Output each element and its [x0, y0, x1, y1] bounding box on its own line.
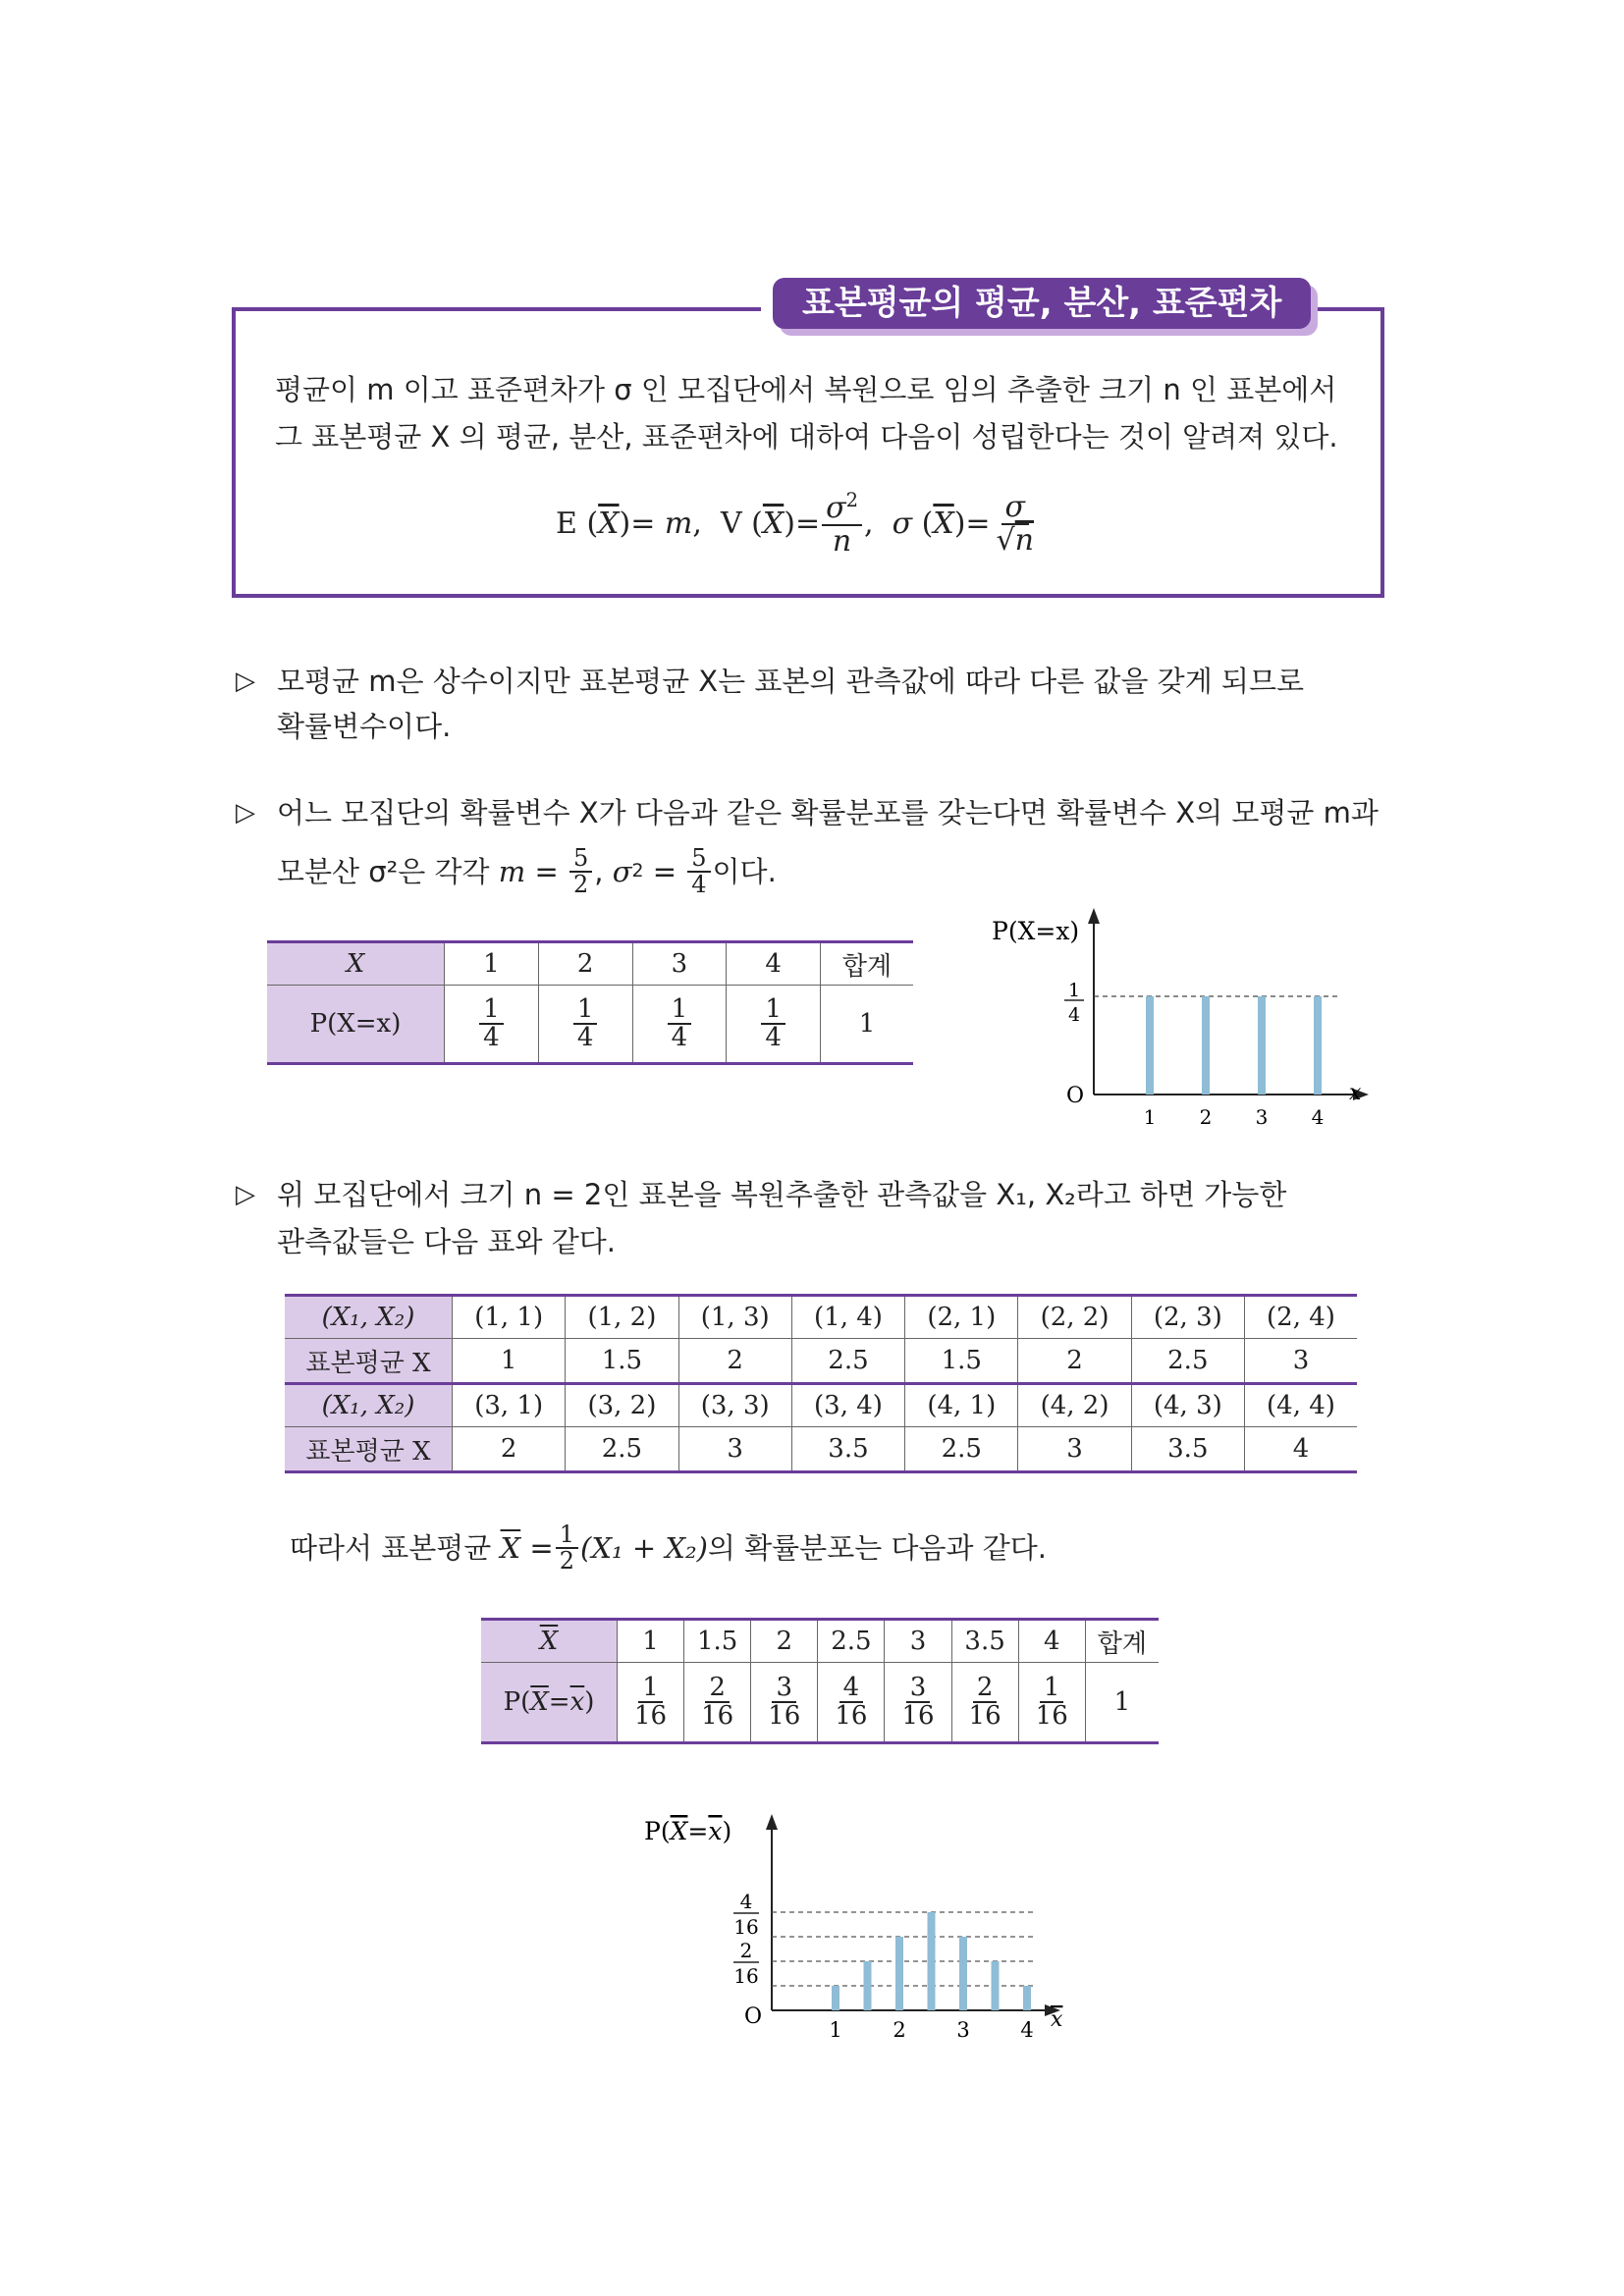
conclusion-expr: (X₁ + X₂): [580, 1531, 708, 1566]
triangle-bullet-icon: ▷: [236, 667, 255, 696]
table-cell: 1: [618, 1620, 684, 1663]
fraction-numerator: 2: [973, 1675, 998, 1703]
fraction-m: [569, 846, 592, 897]
sample-table-body: [285, 1296, 1357, 1472]
chart-2-bar: [1023, 1986, 1031, 2010]
table-cell: 1.5: [684, 1620, 751, 1663]
chart-1-bars: [1094, 996, 1337, 1095]
fraction: [573, 993, 598, 1052]
table-cell: 3: [885, 1620, 951, 1663]
chart-1-xtick-label: 4: [1311, 1105, 1325, 1129]
table-row-label: $P(\overline{X}=\overline{x})$: [481, 1663, 618, 1743]
table-header-xbar: $\overline{X}$: [481, 1620, 618, 1663]
table-cell: 4: [1018, 1620, 1085, 1663]
formula-x: $\overline{X}$: [933, 507, 954, 541]
table-cell-pair: (2, 1): [905, 1296, 1018, 1339]
fraction-denominator: 4: [765, 1023, 782, 1052]
fraction-denominator: 4: [671, 1023, 688, 1052]
table-cell: [727, 986, 821, 1064]
formula-sigma: σ: [826, 491, 846, 525]
chart-2-bar: [832, 1986, 839, 2010]
pair-label: (X₁, X₂): [285, 1296, 453, 1339]
chart-2-bar: [928, 1912, 936, 2010]
chart-1-bar: [1258, 996, 1266, 1095]
table-cell-pair: (1, 4): [791, 1296, 904, 1339]
table-cell-mean: 1.5: [905, 1339, 1018, 1384]
table-cell-mean: 3: [1018, 1427, 1131, 1472]
chart-1-xtick-label: 3: [1255, 1105, 1269, 1129]
table-cell-mean: 3.5: [791, 1427, 904, 1472]
chart-2-xtick-label: 1: [829, 2018, 842, 2042]
chart-1-xticks: [1144, 1105, 1325, 1129]
table-cell: [618, 1663, 684, 1743]
table-cell-pair: (3, 3): [678, 1384, 791, 1427]
chart-2-ytick-den: 16: [733, 1915, 759, 1939]
chart-1: [972, 898, 1384, 1129]
table-cell: 3: [632, 942, 727, 986]
table-cell-pair: (4, 1): [905, 1384, 1018, 1427]
bullet-3-line-2: 관측값들은 다음 표와 같다.: [277, 1225, 617, 1258]
fraction-numerator: 2: [705, 1675, 730, 1703]
fraction-numerator: 1: [638, 1675, 663, 1703]
formula-sigma: σ: [1001, 492, 1029, 525]
bullet-3-line-1: 위 모집단에서 크기 n = 2인 표본을 복원추출한 관측값을 X₁, X₂라고 하면 가능한: [277, 1178, 1287, 1211]
chart-1-ytick-num: 1: [1067, 980, 1081, 1001]
table-cell: 1: [445, 942, 539, 986]
chart-1-bar: [1202, 996, 1210, 1095]
table-cell-mean: 1: [453, 1339, 566, 1384]
chart-1-bar: [1314, 996, 1322, 1095]
table-cell: [751, 1663, 818, 1743]
table-cell-pair: (3, 4): [791, 1384, 904, 1427]
bullet-2-line-2-pre: 모분산 σ²은 각각: [277, 855, 490, 889]
table-cell-mean: 2.5: [791, 1339, 904, 1384]
chart-2-bar: [992, 1961, 1000, 2010]
fraction-numerator: 1: [1040, 1675, 1064, 1703]
fraction-numerator: 1: [761, 996, 785, 1025]
table-cell-mean: 3.5: [1131, 1427, 1244, 1472]
triangle-bullet-icon: ▷: [236, 798, 255, 828]
chart-2-bar: [895, 1937, 903, 2010]
table-cell: 4: [727, 942, 821, 986]
table-cell: [818, 1663, 885, 1743]
table-cell-mean: 2: [678, 1339, 791, 1384]
fraction: [630, 1672, 671, 1731]
box-line-2: [275, 413, 1338, 460]
table-cell-mean: 3: [1292, 1346, 1310, 1375]
conclusion-post: 의 확률분포는 다음과 같다.: [707, 1531, 1047, 1566]
fraction-numerator: 1: [556, 1522, 578, 1549]
chart-1-xtick-label: 1: [1143, 1105, 1157, 1129]
table-cell-pair: (1, 2): [566, 1296, 678, 1339]
chart-2-xlabel: x: [1051, 2007, 1063, 2032]
fraction-denominator: 16: [634, 1701, 668, 1731]
fraction-denominator: 4: [483, 1023, 500, 1052]
formula-sigma: σ: [892, 507, 913, 541]
fraction-numerator: 3: [906, 1675, 931, 1703]
formula-v-label: V: [720, 507, 742, 541]
table-cell: [684, 1663, 751, 1743]
chart-1-ytick-den: 4: [1067, 1004, 1081, 1026]
table-cell-mean: 2.5: [1131, 1339, 1244, 1384]
pair-label: (X₁, X₂): [285, 1384, 453, 1427]
box-title: 표본평균의 평균, 분산, 표준편차: [773, 278, 1311, 329]
table-cell: [885, 1663, 951, 1743]
bullet-1-line-1: 모평균 m은 상수이지만 표본평균 X는 표본의 관측값에 따라 다른 값을 갖게 되므로: [277, 665, 1304, 698]
formula-n: n: [832, 523, 852, 559]
table-cell-total: 1: [858, 1009, 876, 1039]
fraction: [831, 1672, 871, 1731]
distribution-table: [267, 940, 913, 1065]
table-cell-pair: (3, 2): [566, 1384, 678, 1427]
table-header-x: X: [267, 942, 445, 986]
formula-n: n: [1014, 522, 1034, 558]
fraction: [697, 1672, 737, 1731]
chart-2-xtick-label: 4: [1020, 2018, 1034, 2042]
table-cell: 2: [538, 942, 632, 986]
chart-2-xtick-label: 2: [893, 2018, 906, 2042]
table-cell-mean: 1.5: [566, 1339, 678, 1384]
chart-2-y-arrow: [766, 1814, 778, 1830]
table-cell: 2: [751, 1620, 818, 1663]
chart-2-ytick-num: 2: [739, 1939, 753, 1962]
table-cell-mean: 2: [453, 1427, 566, 1472]
fraction-numerator: 5: [687, 846, 710, 873]
table-row-label: P(X=x): [267, 986, 445, 1064]
table-cell-pair: (2, 4): [1267, 1303, 1335, 1332]
chart-1-xlabel: x: [1349, 1081, 1362, 1105]
fraction-denominator: 2: [573, 871, 589, 899]
mean-label-text: 표본평균 X: [305, 1348, 431, 1378]
row-label-xbar: $\overline{X}$: [530, 1687, 549, 1717]
fraction-denominator: 16: [768, 1701, 801, 1731]
chart-2-xtick-label: 3: [956, 2018, 970, 2042]
table-cell-pair: (3, 1): [453, 1384, 566, 1427]
chart-1-xtick-label: 2: [1199, 1105, 1213, 1129]
fraction: [668, 993, 692, 1052]
fraction: [764, 1672, 804, 1731]
fraction-sigma: [687, 846, 710, 897]
mean-distribution-table: [481, 1618, 1159, 1744]
table-cell: 2.5: [818, 1620, 885, 1663]
chart-2: [628, 1806, 1080, 2042]
row-label-xbar-lower: $\overline{x}$: [569, 1687, 585, 1717]
chart-2-ytick-num: 4: [739, 1890, 753, 1913]
bullet-2-line-1: 어느 모집단의 확률변수 X가 다음과 같은 확률분포를 갖는다면 확률변수 X의 모평균 m과: [277, 796, 1379, 829]
triangle-bullet-icon: ▷: [236, 1180, 255, 1209]
mean-label-text: 표본평균 X: [305, 1436, 431, 1467]
fraction-numerator: 1: [573, 996, 598, 1025]
fraction: [897, 1672, 938, 1731]
fraction: [556, 1522, 578, 1574]
fraction-numerator: 5: [569, 846, 592, 873]
fraction-denominator: 16: [901, 1701, 935, 1731]
table-cell-mean: 2: [1018, 1339, 1131, 1384]
chart-2-ytick-den: 16: [733, 1964, 759, 1988]
table-cell-mean: 2.5: [566, 1427, 678, 1472]
table-cell-pair: (2, 2): [1018, 1296, 1131, 1339]
chart-2-bars: [772, 1912, 1037, 2010]
formula: E ( $\overline{X}$ )= m , V ( $\overline{X}$ )= $\frac{\sigma^2}{n}$ , σ ( $\overline{X}$ )= $\frac{\sigma}{√n}$: [556, 491, 1040, 557]
fraction-denominator: 2: [559, 1547, 575, 1575]
table-cell-mean: 3: [678, 1427, 791, 1472]
chart-2-bar: [864, 1961, 872, 2010]
table-cell-mean: 4: [1292, 1434, 1310, 1464]
chart-1-y-arrow: [1088, 908, 1100, 924]
chart-1-bar: [1146, 996, 1154, 1095]
fraction: [1032, 1672, 1072, 1731]
fraction-numerator: 4: [839, 1675, 864, 1703]
conclusion-line: 따라서 표본평균 $\overline{X}$ = $\frac{1}{2}$ (X₁ + X₂) 의 확률분포는 다음과 같다.: [290, 1521, 1047, 1575]
fraction-denominator: 16: [835, 1701, 868, 1731]
fraction: $\frac{\sigma}{√n}$: [996, 490, 1034, 558]
fraction-denominator: 16: [968, 1701, 1001, 1731]
sample-table: [285, 1294, 1357, 1473]
chart-1-origin: O: [1066, 1084, 1085, 1108]
conclusion-pre: 따라서 표본평균: [290, 1531, 492, 1566]
table-cell-pair: (4, 3): [1131, 1384, 1244, 1427]
fraction-numerator: 3: [772, 1675, 796, 1703]
chart-2-xticks: [829, 2018, 1033, 2042]
fraction-numerator: 1: [668, 996, 692, 1025]
table-cell: 3.5: [951, 1620, 1018, 1663]
fraction-denominator: 16: [1035, 1701, 1068, 1731]
fraction-denominator: 4: [576, 1023, 594, 1052]
table-cell-pair: (2, 3): [1131, 1296, 1244, 1339]
fraction: [965, 1672, 1005, 1731]
table-cell-pair: (4, 2): [1018, 1384, 1131, 1427]
formula-x: $\overline{X}$: [762, 507, 785, 541]
table-cell-total-label: 합계: [841, 951, 893, 982]
mean-label: [285, 1427, 453, 1472]
fraction: [761, 993, 785, 1052]
table-cell: [1018, 1663, 1085, 1743]
table-cell: [632, 986, 727, 1064]
box-line-2-text: 그 표본평균 X 의 평균, 분산, 표준편차에 대하여 다음이 성립한다는 것이 알려져 있다.: [275, 420, 1338, 454]
bullet-2-line-2: 모분산 σ²은 각각 m = $\frac{5}{2}$ , σ 2 = $\frac{5}{4}$ 이다.: [277, 844, 777, 899]
box-line-1-text: 평균이 m 이고 표준편차가 σ 인 모집단에서 복원으로 임의 추출한 크기 n 인 표본에서: [275, 373, 1337, 406]
table-cell-pair: (1, 1): [453, 1296, 566, 1339]
fraction: [479, 993, 504, 1052]
fraction: $\frac{\sigma^2}{n}$: [822, 491, 862, 557]
formula-e-label: E: [556, 507, 577, 541]
table-cell-pair: (4, 4): [1267, 1391, 1335, 1420]
table-cell-total: 1: [1113, 1687, 1131, 1717]
bullet-1-line-2: 확률변수이다.: [277, 710, 452, 743]
table-cell-pair: (1, 3): [678, 1296, 791, 1339]
formula-x: $\overline{X}$: [598, 507, 620, 541]
chart-2-origin: O: [744, 2004, 763, 2029]
table-cell-mean: 2.5: [905, 1427, 1018, 1472]
table-cell: [538, 986, 632, 1064]
box-line-1: [275, 366, 1336, 413]
formula-m: m: [664, 507, 693, 541]
bullet-2-line-2-post: 이다.: [712, 855, 777, 889]
table-cell: [951, 1663, 1018, 1743]
fraction-denominator: 4: [691, 871, 707, 899]
mean-label: [285, 1339, 453, 1384]
table-cell-total-label: 합계: [1097, 1629, 1147, 1659]
fraction-denominator: 16: [701, 1701, 734, 1731]
chart-2-ylabel: P(X=x): [644, 1817, 732, 1845]
table-cell: [445, 986, 539, 1064]
chart-2-yticks: [733, 1890, 759, 1988]
fraction-numerator: 1: [479, 996, 504, 1025]
chart-1-ylabel: P(X=x): [992, 917, 1080, 945]
chart-2-bar: [959, 1937, 967, 2010]
